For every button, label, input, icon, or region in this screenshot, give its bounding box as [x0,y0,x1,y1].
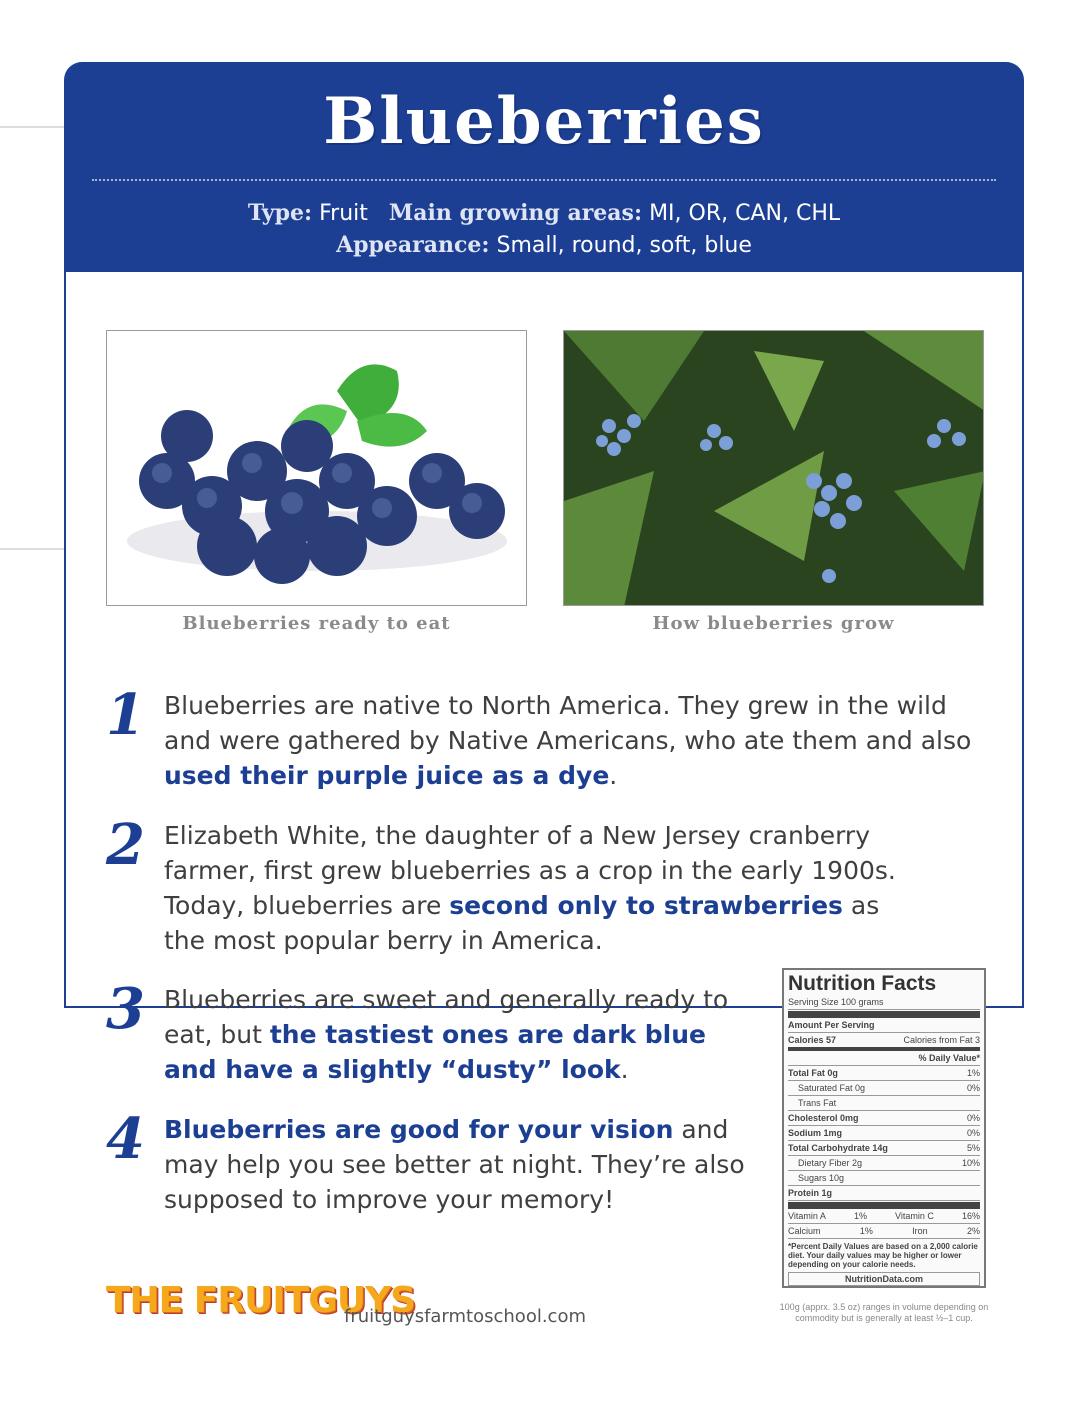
nutrient-label: Protein 1g [788,1188,833,1198]
appearance [66,232,1022,258]
nutrient-value: 0% [966,1113,980,1123]
fact-highlight: the tastiest ones are dark blue and have a slightly “dusty” look [164,1020,706,1084]
vitamin-right: Vitamin C [895,1211,934,1221]
divider [788,1201,980,1209]
nutrient-row [788,1111,980,1126]
fact-text-part: and may help you see better at night. They’re also supposed to improve your memory! [164,1115,745,1214]
fact-number: 1 [106,682,145,748]
nutrient-row [788,1066,980,1081]
fact-card [64,62,1024,1327]
nutrient-row [788,1156,980,1171]
areas-value: MI, OR, CAN, CHL [649,201,841,226]
fact-number: 4 [106,1106,145,1172]
dotted-divider [92,179,996,181]
nutrient-row [788,1096,980,1111]
page-title: Blueberries [323,84,765,159]
nutrient-row [788,1126,980,1141]
nutrition-facts-label [782,968,986,1288]
blueberry-bush-illustration [564,331,984,606]
photo-caption: Blueberries ready to eat [182,613,451,634]
nutrient-value: 0% [966,1083,980,1093]
vitamin-left: Vitamin A [788,1211,826,1221]
calories-from-fat: Calories from Fat 3 [903,1035,980,1045]
nutrient-row [788,1141,980,1156]
website-url: fruitguysfarmtoschool.com [344,1306,586,1327]
vitamin-left: Calcium [788,1226,821,1236]
fact-text [164,688,994,793]
nutrient-label: Saturated Fat 0g [798,1083,866,1093]
amount-text: Amount Per Serving [788,1020,875,1030]
nutrient-value: 0% [966,1128,980,1138]
fact-text-part: . [620,1055,629,1084]
nutrient-row [788,1186,980,1201]
nutrient-label: Sodium 1mg [788,1128,843,1138]
vitamin-right-val: 2% [966,1226,980,1236]
vitamin-right: Iron [912,1226,928,1236]
header-banner [66,62,1022,272]
nutrient-row [788,1171,980,1186]
vitamin-rows [788,1209,980,1239]
fact-highlight: used their purple juice as a dye [164,761,610,790]
nutrient-rows [788,1066,980,1201]
vitamin-left-val: 1% [859,1226,873,1236]
fact-text-part: Elizabeth White, the daughter of a New Jersey cranberry farmer, first grew blueberries as a crop in the early 1900s. Today, blueberries are [164,821,896,920]
fact-text-part: Blueberries are native to North America. They grew in the wild and were gathered by Native Americans, who ate them and also [164,691,972,755]
nutrient-label: Total Fat 0g [788,1068,838,1078]
fact-highlight: second only to strawberries [449,891,843,920]
nutrient-label: Dietary Fiber 2g [798,1158,863,1168]
fact-text [164,818,924,958]
fact-text-part: Blueberries are sweet and generally ready to eat, but [164,985,729,1049]
calories-row [788,1033,980,1051]
nutrient-value: 1% [966,1068,980,1078]
serving-text: Serving Size 100 grams [788,997,884,1007]
fact-highlight: Blueberries are good for your vision [164,1115,674,1144]
photo-caption: How blueberries grow [652,613,895,634]
nutrition-source: NutritionData.com [788,1272,980,1286]
type-value: Fruit [319,201,368,226]
type-and-areas [66,200,1022,226]
nutrient-label: Trans Fat [798,1098,837,1108]
appearance-label: Appearance: [336,232,490,258]
areas-label: Main growing areas: [388,200,643,226]
nutrition-note: 100g (apprx. 3.5 oz) ranges in volume depending on commodity but is generally at least ½–1 cup. [779,1302,989,1323]
ghost-rule [0,126,64,128]
fact-text-part: as the most popular berry in America. [164,891,880,955]
nutrient-label: Sugars 10g [798,1173,845,1183]
nutrient-value: 5% [966,1143,980,1153]
fact-text [164,982,754,1087]
nutrition-footnote: *Percent Daily Values are based on a 2,000 calorie diet. Your daily values may be higher or lower depending on your calorie needs. [788,1242,978,1269]
vitamin-row [788,1224,980,1239]
photo-berries-ready [106,330,527,606]
fact-number: 2 [106,812,145,878]
fact-text-part: . [609,761,618,790]
nutrition-title: Nutrition Facts [788,972,937,995]
nutrient-label: Total Carbohydrate 14g [788,1143,888,1153]
nutrient-value: 10% [961,1158,980,1168]
amount-per-serving [788,1018,980,1033]
fruitguys-logo: THE FRUITGUYS [106,1280,416,1321]
vitamin-row [788,1209,980,1224]
calories: Calories 57 [788,1035,837,1045]
vitamin-right-val: 16% [961,1211,980,1221]
photo-berries-growing [563,330,984,606]
fact-text [164,1112,764,1217]
ghost-rule [0,548,64,550]
appearance-value: Small, round, soft, blue [496,233,752,258]
blueberries-illustration [107,331,527,606]
daily-value-text: % Daily Value* [918,1053,980,1063]
fact-number: 3 [106,976,145,1042]
serving-size [788,995,980,1010]
nutrient-label: Cholesterol 0mg [788,1113,859,1123]
nutrient-row [788,1081,980,1096]
divider [788,1010,980,1018]
daily-value-header [788,1051,980,1066]
vitamin-left-val: 1% [853,1211,867,1221]
type-label: Type: [247,200,313,226]
